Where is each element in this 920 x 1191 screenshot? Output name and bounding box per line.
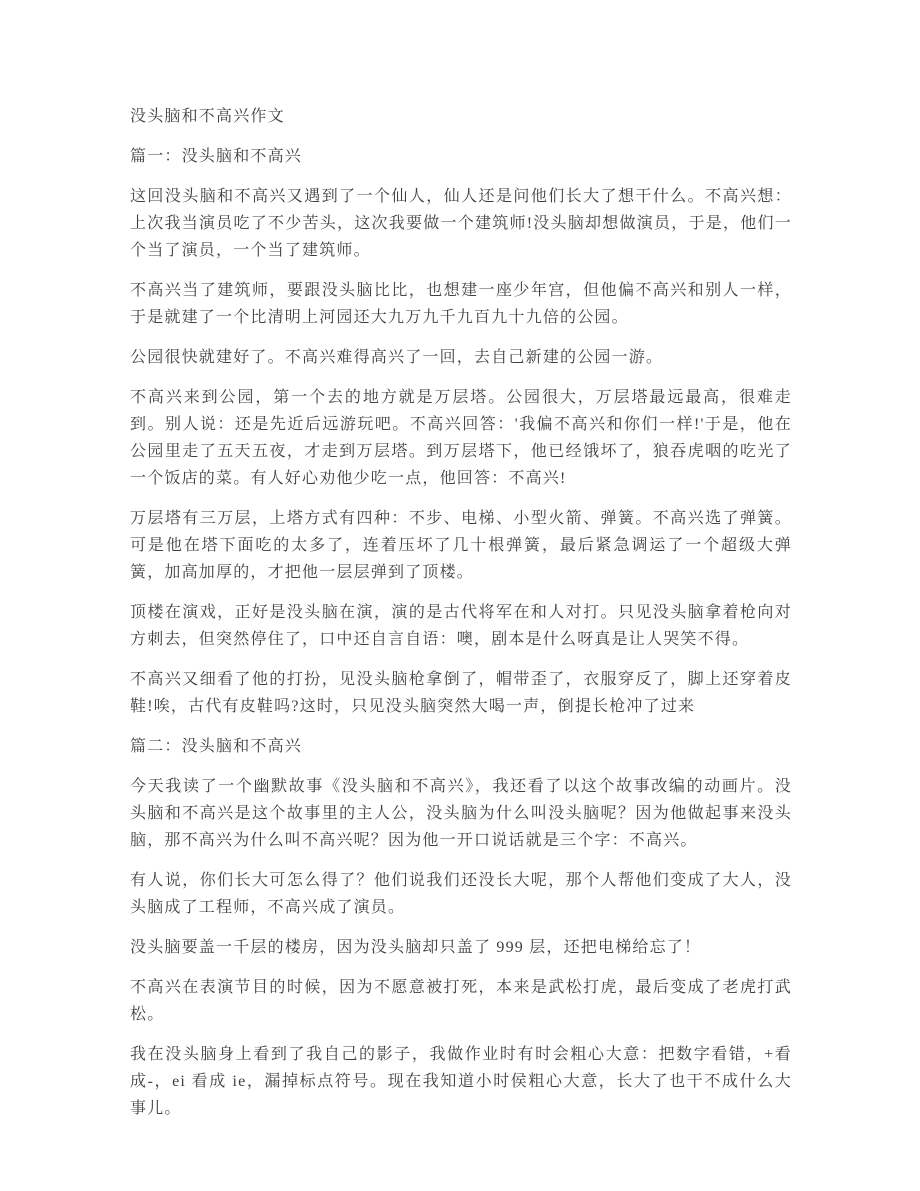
- document-body: [130, 103, 792, 1135]
- paragraph: 我在没头脑身上看到了我自己的影子，我做作业时有时会粗心大意：把数字看错，+看成-，ei 看成 ie，漏掉标点符号。现在我知道小时侯粗心大意，长大了也干不成什么大事儿。: [130, 1046, 792, 1117]
- paragraph: 这回没头脑和不高兴又遇到了一个仙人，仙人还是问他们长大了想干什么。不高兴想：上次我当演员吃了不少苦头，这次我要做一个建筑师!没头脑却想做演员，于是，他们一个当了演员，一个当了建筑师。: [130, 188, 792, 259]
- paragraph: 今天我读了一个幽默故事《没头脑和不高兴》，我还看了以这个故事改编的动画片。没头脑和不高兴是这个故事里的主人公，没头脑为什么叫没头脑呢？因为他做起事来没头脑，那不高兴为什么叫不高兴呢？因为他一开口说话就是三个字：不高兴。: [130, 778, 792, 849]
- paragraph: 顶楼在演戏，正好是没头脑在演，演的是古代将军在和人对打。只见没头脑拿着枪向对方刺去，但突然停住了，口中还自言自语：噢，剧本是什么呀真是让人哭笑不得。: [130, 604, 792, 648]
- paragraph: 不高兴来到公园，第一个去的地方就是万层塔。公园很大，万层塔最远最高，很难走到。别人说：还是先近后远游玩吧。不高兴回答：'我偏不高兴和你们一样!'于是，他在公园里走了五天五夜，才走到万层塔。到万层塔下，他已经饿坏了，狼吞虎咽的吃光了一个饭店的菜。有人好心劝他少吃一点，他回答：不高兴!: [130, 389, 792, 487]
- section-heading: 篇二：没头脑和不高兴: [130, 738, 303, 755]
- document-title: 没头脑和不高兴作文: [130, 108, 285, 125]
- paragraph: 不高兴当了建筑师，要跟没头脑比比，也想建一座少年宫，但他偏不高兴和别人一样，于是就建了一个比清明上河园还大九万九千九百九十九倍的公园。: [130, 282, 792, 326]
- paragraph: 有人说，你们长大可怎么得了？他们说我们还没长大呢，那个人帮他们变成了大人，没头脑成了工程师，不高兴成了演员。: [130, 872, 792, 916]
- paragraph: 不高兴在表演节目的时候，因为不愿意被打死，本来是武松打虎，最后变成了老虎打武松。: [130, 979, 792, 1023]
- paragraph: 万层塔有三万层，上塔方式有四种：不步、电梯、小型火箭、弹簧。不高兴选了弹簧。可是他在塔下面吃的太多了，连着压坏了几十根弹簧，最后紧急调运了一个超级大弹簧，加高加厚的，才把他一层层弹到了顶楼。: [130, 510, 792, 581]
- paragraph: 不高兴又细看了他的打扮，见没头脑枪拿倒了，帽带歪了，衣服穿反了，脚上还穿着皮鞋!唉，古代有皮鞋吗?这时，只见没头脑突然大喝一声，倒提长枪冲了过来: [130, 671, 792, 715]
- document-sections: [130, 143, 792, 1122]
- section-heading: 篇一：没头脑和不高兴: [130, 148, 303, 165]
- paragraph: 公园很快就建好了。不高兴难得高兴了一回，去自己新建的公园一游。: [130, 349, 664, 366]
- paragraph: 没头脑要盖一千层的楼房，因为没头脑却只盖了 999 层，还把电梯给忘了！: [130, 939, 702, 956]
